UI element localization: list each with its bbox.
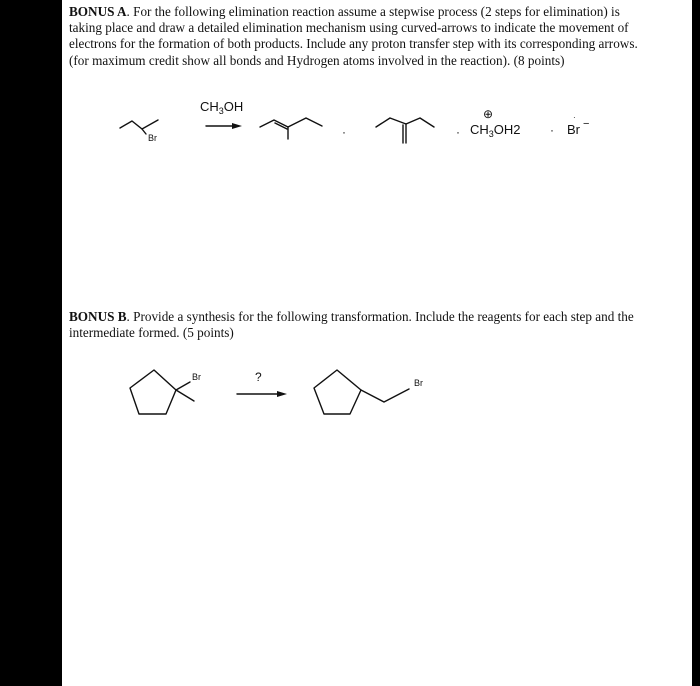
byproduct-sub: 3 [488, 129, 494, 139]
byproduct-ch: CH [470, 122, 489, 137]
bonus-b-label: BONUS B [69, 309, 127, 324]
reaction-drawings [62, 0, 692, 686]
byproduct-methyloxonium [470, 107, 521, 139]
bonus-b-question [69, 309, 639, 341]
reagent-ch: CH [200, 99, 219, 114]
product-br-label: Br [414, 378, 423, 388]
svg-text:CH3OH2 [470, 122, 521, 139]
start-br-label: Br [192, 372, 201, 382]
bonus-b-start-material [130, 370, 201, 414]
bonus-a-label: BONUS A [69, 4, 127, 19]
bromide-charge: − [583, 118, 590, 130]
reagent-question: ? [255, 370, 262, 384]
bonus-a-reactant [120, 120, 158, 143]
reaction-arrow-a [206, 123, 242, 129]
bromide-label: Br [567, 122, 580, 137]
reagent-sub: 3 [218, 106, 224, 116]
bonus-a-text: . For the following elimination reaction assume a stepwise process (2 steps for elimination) is taking place and draw a detailed elimination mechanism using curved-arrows to indicate the movement of electrons for the formation of both products. Include any proton transfer step with its corresponding arrows. (for maximum credit show all bonds and Hydrogen atoms involved in the reaction). (8 points) [69, 4, 638, 68]
separator-1: · [342, 125, 346, 139]
oxonium-charge: ⊕ [483, 107, 494, 121]
bromide-ion [567, 113, 589, 137]
separator-2: · [456, 125, 460, 139]
bonus-b-reagent [255, 370, 262, 384]
product-1-alkene [260, 118, 322, 139]
worksheet-page [62, 0, 692, 686]
bromide-dot: · [573, 113, 576, 122]
product-2-alkene [376, 118, 434, 143]
bonus-b-product [314, 370, 423, 414]
separator-3: · [550, 123, 554, 137]
reactant-br-label: Br [148, 133, 157, 143]
bonus-a-reagent [200, 99, 243, 116]
bonus-b-text: . Provide a synthesis for the following transformation. Include the reagents for each step and the intermediate formed. (5 points) [69, 309, 634, 341]
svg-text:CH3OH [200, 99, 243, 116]
reagent-oh: OH [223, 99, 244, 114]
reaction-arrow-b [237, 391, 287, 397]
byproduct-oh2: OH2 [493, 122, 521, 137]
